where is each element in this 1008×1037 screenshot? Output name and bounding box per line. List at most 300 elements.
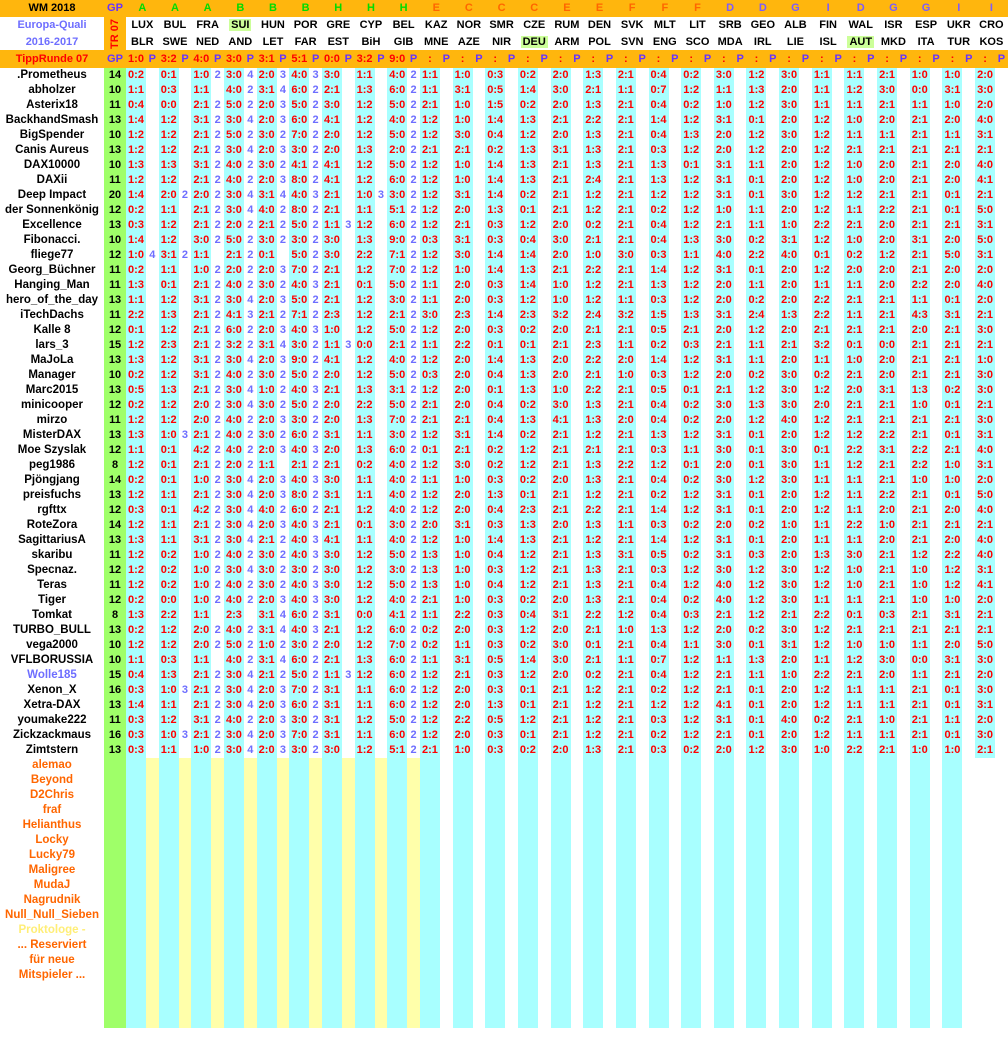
away-team-label: AND <box>228 35 253 48</box>
tip-cell: 1:3 <box>355 443 375 458</box>
tip-points-cell <box>897 683 910 698</box>
empty-points-cell <box>244 983 257 998</box>
empty-points-cell <box>407 788 420 803</box>
empty-tip-cell <box>779 818 799 833</box>
tip-points-cell <box>669 518 682 533</box>
empty-points-cell <box>669 893 682 908</box>
player-gp: 11 <box>104 98 126 113</box>
tip-cell: 0:2 <box>681 743 701 758</box>
tip-points-cell <box>571 278 584 293</box>
tip-points-cell <box>897 68 910 83</box>
tip-cell: 1:3 <box>779 308 799 323</box>
tip-points-cell: 2 <box>312 699 319 711</box>
empty-points-cell <box>636 878 649 893</box>
tip-points-cell <box>636 308 649 323</box>
tip-points-cell <box>636 623 649 638</box>
empty-points-cell <box>277 863 290 878</box>
match-result: 1:0 <box>128 53 144 65</box>
tip-points-cell <box>897 83 910 98</box>
tip-cell: 0:2 <box>681 398 701 413</box>
tip-points-cell <box>897 98 910 113</box>
empty-points-cell <box>930 773 943 788</box>
tip-cell: 5:1 <box>387 743 407 758</box>
tip-cell: 2:1 <box>877 473 897 488</box>
empty-points-cell <box>244 998 257 1013</box>
empty-points-cell <box>309 998 322 1013</box>
tip-cell: 2:0 <box>551 98 571 113</box>
tip-cell: 2:1 <box>616 98 636 113</box>
tip-points-cell <box>571 533 584 548</box>
tip-points-cell <box>505 293 518 308</box>
home-team-label: CYP <box>359 19 383 31</box>
tip-cell: 0:2 <box>518 398 538 413</box>
match-result: : <box>689 53 693 65</box>
tip-cell: 1:2 <box>420 128 440 143</box>
tip-cell: 0:1 <box>942 698 962 713</box>
tip-points-cell <box>603 458 616 473</box>
tip-points-cell <box>701 353 714 368</box>
tip-points-cell <box>571 83 584 98</box>
tip-points-cell: 4 <box>279 84 287 96</box>
away-team <box>551 34 584 51</box>
tip-cell: 2:2 <box>583 263 603 278</box>
tip-points-cell <box>146 158 159 173</box>
tip-points-cell <box>995 608 1008 623</box>
empty-points-cell <box>440 848 453 863</box>
tip-points-cell <box>146 323 159 338</box>
player-gp: 13 <box>104 113 126 128</box>
tip-points-cell <box>538 518 551 533</box>
tip-points-cell <box>440 443 453 458</box>
tip-cell: 1:0 <box>453 68 473 83</box>
tip-points-cell: 2 <box>247 714 254 726</box>
empty-points-cell <box>440 908 453 923</box>
empty-points-cell <box>669 998 682 1013</box>
tip-cell: 2:1 <box>844 218 864 233</box>
tip-cell: 1:1 <box>616 83 636 98</box>
tip-points-cell: 2 <box>410 414 417 426</box>
tip-cell: 4:0 <box>289 518 309 533</box>
tip-points-cell <box>440 248 453 263</box>
tip-cell: 3:1 <box>453 188 473 203</box>
empty-points-cell <box>309 848 322 863</box>
player-row <box>0 128 1008 143</box>
tip-cell: 3:1 <box>257 83 277 98</box>
tip-cell: 1:2 <box>583 188 603 203</box>
tip-points-cell <box>897 338 910 353</box>
tip-points-cell <box>701 503 714 518</box>
empty-points-cell <box>799 953 812 968</box>
tip-points-cell <box>669 143 682 158</box>
tip-cell: 1:3 <box>420 548 440 563</box>
empty-points-cell <box>930 803 943 818</box>
empty-points-cell <box>473 908 486 923</box>
tip-points-cell <box>571 293 584 308</box>
empty-tip-cell <box>289 983 309 998</box>
empty-tip-cell <box>289 1013 309 1028</box>
tip-points-cell <box>146 608 159 623</box>
tip-points-cell <box>832 548 845 563</box>
tip-cell: 2:1 <box>551 683 571 698</box>
tip-points-cell <box>734 338 747 353</box>
empty-tip-cell <box>616 848 636 863</box>
player-row <box>0 683 1008 698</box>
empty-tip-cell <box>453 938 473 953</box>
tip-cell: 1:2 <box>812 113 832 128</box>
empty-tip-cell <box>649 938 669 953</box>
tip-points-cell <box>995 683 1008 698</box>
empty-tip-cell <box>453 833 473 848</box>
tip-cell: 2:1 <box>616 473 636 488</box>
tip-points-cell <box>603 368 616 383</box>
tip-cell: 2:1 <box>583 233 603 248</box>
empty-tip-cell <box>191 878 211 893</box>
tip-points-cell: 2 <box>410 564 417 576</box>
empty-tip-cell <box>714 773 734 788</box>
tip-cell: 2:1 <box>191 128 211 143</box>
tip-cell: 2:1 <box>616 698 636 713</box>
tip-points-cell <box>473 503 486 518</box>
tip-cell: 2:0 <box>322 638 342 653</box>
tip-cell: 1:3 <box>518 368 538 383</box>
tip-points-cell <box>473 263 486 278</box>
tip-cell: 1:3 <box>583 563 603 578</box>
tip-points-cell <box>701 668 714 683</box>
tip-cell: 2:0 <box>257 353 277 368</box>
tip-points-cell <box>146 428 159 443</box>
tip-cell: 4:1 <box>387 608 407 623</box>
tip-cell: 4:0 <box>224 593 244 608</box>
tip-cell: 3:1 <box>779 638 799 653</box>
match-result: : <box>983 53 987 65</box>
tip-cell: 2:1 <box>583 653 603 668</box>
tip-cell: 1:3 <box>583 518 603 533</box>
tip-cell: 1:2 <box>583 683 603 698</box>
player-name: minicooper <box>21 399 83 411</box>
empty-tip-cell <box>420 773 440 788</box>
reserved-name: Nagrudnik <box>23 894 81 906</box>
tip-points-cell <box>930 428 943 443</box>
tip-cell: 2:1 <box>910 158 930 173</box>
tip-cell: 2:0 <box>877 218 897 233</box>
tip-cell: 1:2 <box>844 458 864 473</box>
tip-cell: 1:2 <box>681 188 701 203</box>
tip-cell: 5:0 <box>387 398 407 413</box>
tip-points-cell <box>473 323 486 338</box>
tip-cell: 1:2 <box>583 203 603 218</box>
empty-tip-cell <box>289 773 309 788</box>
empty-tip-cell <box>975 893 995 908</box>
tip-points-cell <box>930 188 943 203</box>
tip-points-cell <box>897 173 910 188</box>
tip-cell: 0:4 <box>649 413 669 428</box>
tip-points-cell <box>832 113 845 128</box>
tip-cell: 4:0 <box>289 383 309 398</box>
tip-points-cell <box>799 653 812 668</box>
empty-points-cell <box>864 938 877 953</box>
tip-cell: 0:1 <box>355 518 375 533</box>
empty-tip-cell <box>191 833 211 848</box>
away-team <box>975 34 1008 51</box>
tip-cell: 2:2 <box>844 443 864 458</box>
tip-points-cell <box>766 668 779 683</box>
empty-tip-cell <box>681 773 701 788</box>
tip-points-cell <box>505 698 518 713</box>
tip-points-cell <box>864 383 877 398</box>
tip-points-cell <box>636 143 649 158</box>
empty-points-cell <box>832 998 845 1013</box>
tip-points-cell: 2 <box>214 234 221 246</box>
tip-cell: 1:1 <box>844 488 864 503</box>
empty-tip-cell <box>616 893 636 908</box>
tip-points-cell <box>864 743 877 758</box>
tip-cell: 3:0 <box>289 743 309 758</box>
tip-cell: 2:0 <box>779 173 799 188</box>
empty-tip-cell <box>453 893 473 908</box>
tip-cell: 1:1 <box>910 98 930 113</box>
empty-tip-cell <box>485 878 505 893</box>
player-name: Excellence <box>22 219 82 231</box>
tip-points-cell <box>832 203 845 218</box>
player-name: Wolle185 <box>27 669 77 681</box>
empty-points-cell <box>897 878 910 893</box>
reserved-name: für neue <box>29 954 75 966</box>
tip-cell: 1:3 <box>518 413 538 428</box>
tip-points-cell: 2 <box>214 309 221 321</box>
tip-cell: 0:3 <box>485 233 505 248</box>
tip-points-cell <box>734 473 747 488</box>
tip-cell: 1:1 <box>355 533 375 548</box>
empty-points-cell <box>211 1013 224 1028</box>
empty-tip-cell <box>910 908 930 923</box>
tip-cell: 1:2 <box>681 428 701 443</box>
tip-points-cell <box>799 203 812 218</box>
empty-points-cell <box>179 833 192 848</box>
tip-cell: 1:3 <box>649 428 669 443</box>
group-letter: A <box>203 2 212 14</box>
tip-points-cell <box>146 338 159 353</box>
empty-tip-cell <box>812 833 832 848</box>
player-gp: 8 <box>104 608 126 623</box>
team-col-header <box>224 17 257 50</box>
tip-points-cell <box>832 323 845 338</box>
empty-tip-cell <box>485 788 505 803</box>
tip-cell: 1:2 <box>355 308 375 323</box>
tip-cell: 3:0 <box>224 383 244 398</box>
tip-points-cell <box>538 578 551 593</box>
empty-tip-cell <box>910 878 930 893</box>
tip-cell: 7:0 <box>387 638 407 653</box>
tip-cell: 2:1 <box>322 278 342 293</box>
empty-points-cell <box>799 968 812 983</box>
empty-tip-cell <box>649 818 669 833</box>
tip-points-cell <box>440 188 453 203</box>
tip-cell: 1:2 <box>355 578 375 593</box>
empty-points-cell <box>864 1013 877 1028</box>
tip-cell: 4:0 <box>289 533 309 548</box>
tip-cell: 1:1 <box>746 218 766 233</box>
tip-cell: 2:0 <box>942 533 962 548</box>
tip-cell: 2:1 <box>616 203 636 218</box>
empty-tip-cell <box>975 938 995 953</box>
tip-points-cell <box>505 728 518 743</box>
tip-points-cell <box>505 83 518 98</box>
team-col-header <box>910 17 943 50</box>
empty-tip-cell <box>551 818 571 833</box>
tip-points-cell <box>603 443 616 458</box>
tip-cell: 8:0 <box>289 203 309 218</box>
tip-points-cell: 3 <box>279 744 287 756</box>
tip-cell: 2:1 <box>910 698 930 713</box>
tip-cell: 1:2 <box>126 488 146 503</box>
tip-points-cell: 2 <box>410 144 417 156</box>
team-col-header <box>779 17 812 50</box>
tip-cell: 3:0 <box>224 203 244 218</box>
empty-tip-cell <box>714 938 734 953</box>
empty-points-cell <box>179 803 192 818</box>
tip-points-cell: 2 <box>312 654 319 666</box>
tip-points-cell <box>864 548 877 563</box>
group-letter: H <box>399 2 408 14</box>
tip-points-cell <box>146 578 159 593</box>
tip-points-cell <box>179 593 192 608</box>
empty-tip-cell <box>649 923 669 938</box>
tip-points-cell <box>799 413 812 428</box>
tip-cell: 1:1 <box>191 608 211 623</box>
empty-points-cell <box>571 923 584 938</box>
tip-points-cell: 2 <box>279 219 287 231</box>
empty-points-cell <box>669 863 682 878</box>
tip-points-cell <box>375 638 388 653</box>
tip-points-cell <box>146 638 159 653</box>
empty-points-cell <box>897 968 910 983</box>
tip-cell: 0:4 <box>649 68 669 83</box>
points-header: P <box>605 53 614 65</box>
empty-tip-cell <box>975 998 995 1013</box>
empty-tip-cell <box>942 878 962 893</box>
empty-gp-cell <box>104 968 126 983</box>
tip-cell: 2:0 <box>877 158 897 173</box>
empty-points-cell <box>799 893 812 908</box>
empty-points-cell <box>962 878 975 893</box>
tip-cell: 2:1 <box>616 113 636 128</box>
tip-points-cell: 2 <box>410 459 417 471</box>
tip-points-cell <box>538 173 551 188</box>
tip-cell: 1:2 <box>877 248 897 263</box>
tip-points-cell <box>832 458 845 473</box>
empty-tip-cell <box>779 833 799 848</box>
tip-points-cell <box>571 308 584 323</box>
player-row <box>0 383 1008 398</box>
tip-points-cell <box>538 593 551 608</box>
tip-points-cell <box>636 203 649 218</box>
tip-points-cell <box>669 353 682 368</box>
empty-points-cell <box>930 863 943 878</box>
empty-tip-cell <box>420 878 440 893</box>
empty-tip-cell <box>616 908 636 923</box>
tip-cell: 7:0 <box>387 263 407 278</box>
tip-points-cell <box>897 158 910 173</box>
tip-points-cell <box>864 638 877 653</box>
tip-points-cell <box>342 743 355 758</box>
team-col-header <box>877 17 910 50</box>
tip-points-cell <box>897 488 910 503</box>
tip-cell: 3:0 <box>257 563 277 578</box>
tip-cell: 0:1 <box>746 458 766 473</box>
empty-tip-cell <box>289 878 309 893</box>
tip-points-cell <box>766 188 779 203</box>
tip-points-cell <box>211 653 224 668</box>
empty-points-cell <box>734 848 747 863</box>
empty-tip-cell <box>518 923 538 938</box>
empty-points-cell <box>342 908 355 923</box>
tip-points-cell <box>473 68 486 83</box>
tip-cell: 3:0 <box>551 83 571 98</box>
tip-points-cell: 2 <box>247 414 254 426</box>
empty-points-cell <box>995 878 1008 893</box>
tip-cell: 1:3 <box>420 563 440 578</box>
tip-cell: 0:3 <box>485 623 505 638</box>
tip-points-cell: 2 <box>247 264 254 276</box>
player-row <box>0 623 1008 638</box>
match-result: 3:2 <box>356 53 373 65</box>
tip-points-cell: 3 <box>345 339 352 351</box>
tip-cell: 1:3 <box>518 173 538 188</box>
tip-cell: 2:1 <box>616 278 636 293</box>
player-row <box>0 728 1008 743</box>
tip-points-cell <box>440 638 453 653</box>
tip-cell: 2:0 <box>779 728 799 743</box>
competition-line2: 2016-2017 <box>25 35 79 48</box>
empty-tip-cell <box>224 878 244 893</box>
tip-points-cell <box>342 68 355 83</box>
tip-points-cell: 2 <box>410 114 417 126</box>
tip-cell: 2:2 <box>355 248 375 263</box>
tip-cell: 0:2 <box>518 98 538 113</box>
tip-cell: 3:0 <box>975 413 995 428</box>
tip-points-cell <box>995 518 1008 533</box>
tip-cell: 1:0 <box>844 353 864 368</box>
tip-points-cell <box>375 368 388 383</box>
tip-points-cell <box>864 683 877 698</box>
tip-cell: 3:1 <box>191 533 211 548</box>
empty-points-cell <box>211 773 224 788</box>
tip-points-cell <box>603 83 616 98</box>
tip-cell: 3:0 <box>322 593 342 608</box>
tip-points-cell: 2 <box>410 309 417 321</box>
tip-points-cell: 3 <box>312 444 319 456</box>
home-team <box>812 17 845 34</box>
empty-tip-cell <box>355 758 375 773</box>
tip-cell: 0:3 <box>649 248 669 263</box>
empty-tip-cell <box>322 1013 342 1028</box>
tip-points-cell <box>701 683 714 698</box>
empty-points-cell <box>864 788 877 803</box>
empty-tip-cell <box>191 803 211 818</box>
tip-points-cell <box>505 488 518 503</box>
empty-tip-cell <box>812 848 832 863</box>
empty-tip-cell <box>583 1013 603 1028</box>
inactive-row <box>0 968 1008 983</box>
tip-cell: 3:1 <box>714 113 734 128</box>
empty-points-cell <box>636 818 649 833</box>
empty-tip-cell <box>877 818 897 833</box>
tip-points-cell: 2 <box>279 384 287 396</box>
empty-tip-cell <box>159 923 179 938</box>
tip-points-cell <box>375 383 388 398</box>
tip-points-cell <box>701 128 714 143</box>
empty-points-cell <box>375 848 388 863</box>
